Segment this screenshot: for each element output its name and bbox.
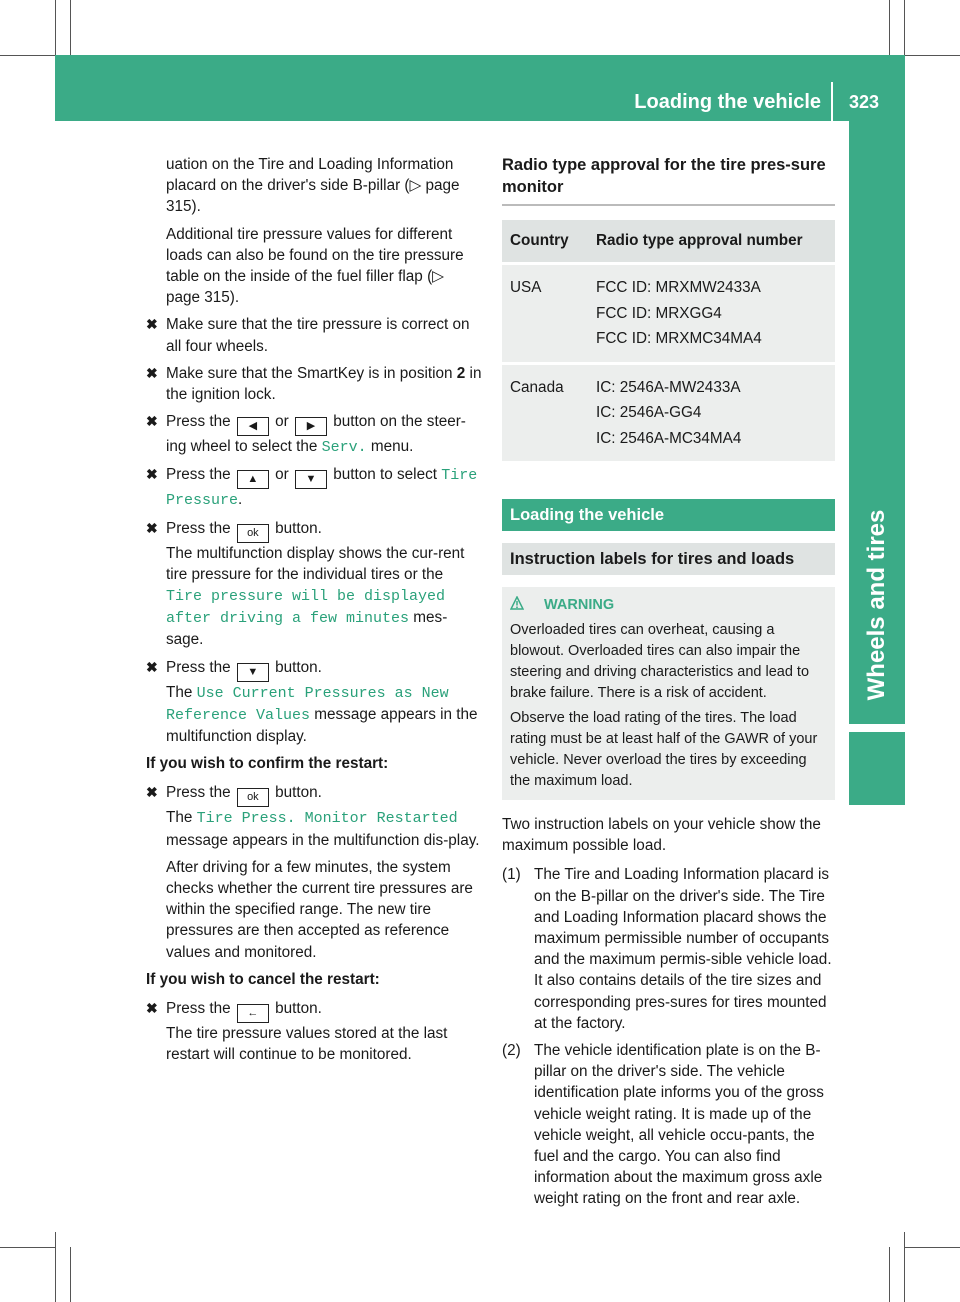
crop-mark bbox=[905, 55, 960, 56]
step-text: Press the bbox=[166, 784, 231, 802]
right-key-icon: ▶ bbox=[295, 417, 327, 436]
instruction-step bbox=[146, 518, 482, 651]
warning-box bbox=[502, 587, 835, 800]
approval-cell bbox=[588, 362, 835, 462]
list-text: The vehicle identification plate is on the B-pillar on the driver's side. The vehicle identification plate informs you of the gross vehicle weight rating. It is made up of the vehicle weight, all vehicle occu-pants, the fuel and the cargo. You can also find information about the maximum gross axle weight rating on the front and rear axle. bbox=[534, 1042, 824, 1208]
table-header-row bbox=[502, 220, 835, 262]
instruction-step: ✖︎ Press the ▲ or ▼ button to select Tire Pressure. bbox=[146, 466, 478, 510]
step-text: message appears in the multifunction display. bbox=[166, 705, 478, 746]
crop-mark bbox=[889, 0, 890, 55]
ok-key-icon: ok bbox=[237, 524, 269, 543]
step-arrow-icon: ✖︎ bbox=[146, 519, 158, 536]
step-arrow-icon: ✖︎ bbox=[146, 784, 158, 801]
step-text: The tire pressure values stored at the last restart will continue to be monitored. bbox=[166, 1025, 448, 1064]
page-number: 323 bbox=[848, 92, 880, 112]
instruction-step bbox=[146, 657, 482, 748]
up-key-icon: ▲ bbox=[237, 470, 269, 489]
subheading: If you wish to confirm the restart: bbox=[146, 755, 389, 773]
country-cell: Canada bbox=[502, 362, 588, 462]
list-number: (1) bbox=[502, 866, 521, 884]
down-key-icon: ▼ bbox=[295, 470, 327, 489]
step-text: button. bbox=[275, 519, 322, 537]
left-key-icon: ◀ bbox=[237, 417, 269, 436]
instruction-step bbox=[146, 411, 482, 458]
step-arrow-icon: ✖︎ bbox=[146, 658, 158, 675]
crop-mark bbox=[0, 55, 55, 56]
approval-number: FCC ID: MRXMC34MA4 bbox=[596, 330, 762, 347]
step-text: button. bbox=[275, 1000, 322, 1018]
step-text: The bbox=[166, 683, 193, 701]
subheading: If you wish to cancel the restart: bbox=[146, 970, 380, 988]
instruction-step bbox=[146, 363, 482, 405]
position-number: 2 bbox=[456, 364, 466, 382]
step-arrow-icon: ✖︎ bbox=[146, 364, 158, 381]
instruction-step bbox=[146, 314, 482, 356]
list-item bbox=[502, 864, 835, 1034]
display-message: Tire pressure will be displayed after driving a few minutes bbox=[166, 588, 446, 628]
right-column bbox=[502, 154, 835, 1216]
approval-number: IC: 2546A-GG4 bbox=[596, 404, 702, 421]
list-text: The Tire and Loading Information placard is on the B-pillar on the driver's side. The Tire and Loading Information placard shows the maximum permissible number of occupants and the maximum permis-sible vehicle load. It also contains details of the tire sizes and corresponding pres-sures for tires mounted at the factory. bbox=[534, 866, 832, 1032]
display-message: Use Current Pressures as New Reference Values bbox=[166, 684, 449, 724]
step-text: button to select bbox=[333, 466, 437, 484]
list-number: (2) bbox=[502, 1042, 521, 1060]
warning-icon bbox=[510, 596, 524, 610]
left-column bbox=[146, 154, 482, 1072]
side-block bbox=[849, 732, 905, 805]
header-divider bbox=[831, 82, 833, 121]
table-row bbox=[502, 262, 835, 362]
step-arrow-icon: ✖︎ bbox=[146, 466, 158, 483]
step-arrow-icon: ✖︎ bbox=[146, 413, 158, 430]
warning-title: WARNING bbox=[544, 597, 615, 613]
step-text: Press the bbox=[166, 466, 231, 484]
down-key-icon: ▼ bbox=[237, 663, 269, 682]
column-header: Radio type approval number bbox=[588, 220, 835, 262]
section-heading: Radio type approval for the tire pres-sure monitor bbox=[502, 154, 835, 206]
back-key-icon: ← bbox=[237, 1004, 269, 1023]
approval-table bbox=[502, 220, 835, 461]
step-text: in the ignition lock. bbox=[166, 364, 482, 404]
column-header: Country bbox=[502, 220, 588, 262]
step-text: Make sure that the tire pressure is correct on all four wheels. bbox=[166, 316, 470, 355]
crop-mark bbox=[55, 1232, 56, 1302]
section-bar: Loading the vehicle bbox=[502, 499, 835, 531]
step-text: button on the steer-ing wheel to select the bbox=[166, 413, 466, 456]
step-text: The multifunction display shows the cur-rent tire pressure for the individual tires or the bbox=[166, 544, 465, 583]
crop-mark bbox=[905, 1247, 960, 1248]
approval-number: IC: 2546A-MW2433A bbox=[596, 378, 741, 396]
step-text: Make sure that the SmartKey is in position bbox=[166, 364, 453, 382]
table-row bbox=[502, 362, 835, 462]
instruction-step bbox=[146, 782, 482, 850]
step-text: button. bbox=[275, 784, 322, 802]
step-text: or bbox=[275, 466, 289, 484]
crop-mark bbox=[889, 1247, 890, 1302]
step-text: Press the bbox=[166, 519, 231, 537]
step-text: Press the bbox=[166, 658, 231, 676]
step-text: button. bbox=[275, 658, 322, 676]
step-text: Press the bbox=[166, 413, 231, 431]
crop-mark bbox=[55, 0, 56, 55]
step-arrow-icon: ✖︎ bbox=[146, 316, 158, 333]
warning-text: Overloaded tires can overheat, causing a blowout. Overloaded tires can also impair the steering and driving characteristics and lead to brake failure. There is a risk of accident. bbox=[510, 622, 810, 701]
subsection-bar: Instruction labels for tires and loads bbox=[502, 543, 835, 575]
step-text: message appears in the multifunction dis-play. bbox=[166, 831, 480, 849]
crop-mark bbox=[70, 1247, 71, 1302]
crop-mark bbox=[0, 1247, 55, 1248]
side-tab-label: Wheels and tires bbox=[863, 509, 890, 701]
display-message: Serv. bbox=[321, 439, 367, 457]
step-text: Press the bbox=[166, 1000, 231, 1018]
step-text: or bbox=[275, 413, 289, 431]
paragraph: After driving for a few minutes, the system checks whether the current tire pressures are within the specified range. The new tire pressures are then accepted as reference values and monitored. bbox=[166, 858, 473, 961]
approval-number: FCC ID: MRXGG4 bbox=[596, 304, 722, 322]
paragraph: uation on the Tire and Loading Information placard on the driver's side B-pillar (▷ page 315). bbox=[166, 156, 460, 216]
instruction-step bbox=[146, 998, 482, 1065]
page-title: Loading the vehicle bbox=[634, 91, 821, 113]
step-arrow-icon: ✖︎ bbox=[146, 1000, 158, 1017]
crop-mark bbox=[904, 0, 905, 55]
approval-number: FCC ID: MRXMW2433A bbox=[596, 279, 761, 296]
step-text: mes-sage. bbox=[166, 609, 448, 649]
approval-cell bbox=[588, 262, 835, 362]
paragraph: Additional tire pressure values for different loads can also be found on the tire pressure table on the inside of the fuel filler flap (▷ page 315). bbox=[166, 225, 464, 307]
crop-mark bbox=[70, 0, 71, 55]
list-item bbox=[502, 1040, 835, 1210]
warning-text: Observe the load rating of the tires. The load rating must be at least half of the GAWR of your vehicle. Never overload the tires by exceeding the maximum load. bbox=[510, 710, 818, 789]
step-text: menu. bbox=[370, 438, 414, 456]
ok-key-icon: ok bbox=[237, 788, 269, 807]
country-cell: USA bbox=[502, 262, 588, 362]
paragraph: Two instruction labels on your vehicle show the maximum possible load. bbox=[502, 816, 821, 855]
crop-mark bbox=[904, 1232, 905, 1302]
display-message: Tire Press. Monitor Restarted bbox=[196, 810, 458, 828]
step-text: The bbox=[166, 809, 193, 827]
approval-number: IC: 2546A-MC34MA4 bbox=[596, 429, 742, 447]
display-message: Tire Pressure bbox=[166, 467, 478, 510]
